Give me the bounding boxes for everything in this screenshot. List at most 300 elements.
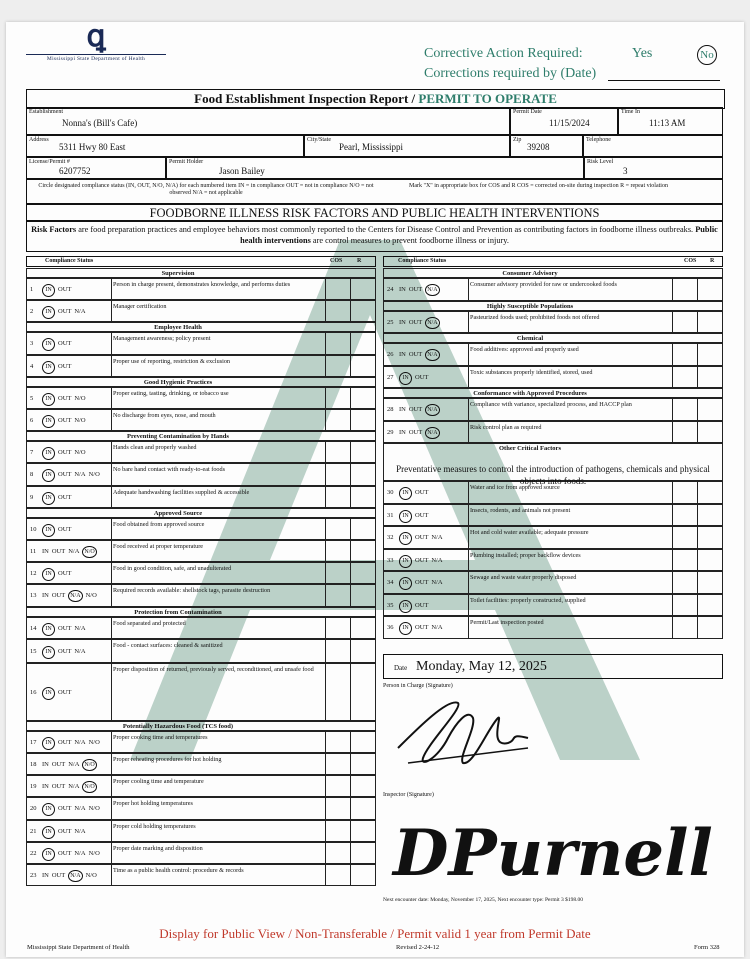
status-option-out: OUT [51,872,66,880]
col-divider [111,333,112,353]
repeat-box[interactable] [351,732,375,752]
cos-box[interactable] [325,865,351,885]
item-description: Proper cooking time and temperatures [113,733,208,741]
status-option-na: N/A [431,534,443,542]
left-item-22 [26,842,376,864]
status-option-in: IN [399,532,412,545]
compliance-status[interactable] [42,492,74,505]
left-item-20 [26,797,376,819]
left-section-header [26,377,376,387]
col-divider [111,585,112,605]
cos-box[interactable] [325,640,351,662]
left-item-3 [26,332,376,354]
repeat-box[interactable] [351,519,375,539]
status-option-out: OUT [58,417,72,425]
col-divider [111,356,112,376]
status-option-no: N/O [74,394,86,402]
item-number: 30 [387,489,394,497]
compliance-status[interactable] [399,510,431,523]
item-description: No bare hand contact with ready-to-eat foods [113,466,226,474]
department-name: Mississippi State Department of Health [26,54,166,62]
status-option-out: OUT [58,471,72,479]
item-description: Person in charge present, demonstrates knowledge, and performs duties [113,281,291,288]
col-divider [111,487,112,507]
repeat-box[interactable] [698,344,722,365]
right-item-33 [383,549,723,572]
compliance-status[interactable] [42,590,100,602]
item-number: 17 [30,738,37,746]
col-divider [468,617,469,638]
status-option-out: OUT [58,849,72,857]
left-item-21 [26,820,376,842]
col-divider [111,821,112,841]
item-number: 31 [387,511,394,519]
section-label: Other Critical Factors [499,445,561,452]
col-divider [111,843,112,863]
right-item-35 [383,594,723,617]
repeat-box[interactable] [351,487,375,507]
left-item-17 [26,731,376,753]
status-option-in: IN [42,803,55,816]
section-label: Supervision [161,270,195,277]
item-description: Proper cold holding temperatures [113,822,196,830]
repeat-box[interactable] [698,312,722,333]
risk-label: Risk Level [587,159,614,165]
repeat-box[interactable] [351,640,375,662]
status-option-no: N/O [88,849,100,857]
status-option-no: N/O [82,781,96,793]
item-description: Proper cooling time and temperature [113,778,204,786]
cos-box[interactable] [672,527,698,548]
item-number: 22 [30,849,37,857]
compliance-status[interactable] [42,447,89,460]
status-option-na: N/A [74,624,86,632]
right-item-28 [383,398,723,421]
col-divider [468,344,469,365]
col-divider [468,572,469,593]
left-section-header [26,322,376,332]
city-value: Pearl, Mississippi [339,142,404,152]
phi-bold: Public health interventions [240,225,718,245]
date-value: Monday, May 12, 2025 [416,659,547,674]
cos-box[interactable] [325,487,351,507]
repeat-box[interactable] [351,442,375,462]
compliance-status[interactable] [399,577,446,590]
item-description: Risk control plan as required [470,423,542,431]
left-item-11 [26,540,376,562]
address-cell [26,135,304,157]
status-option-in: IN [42,361,55,374]
left-header-cos: COS [330,258,343,264]
item-description: No discharge from eyes, nose, and mouth [113,412,216,419]
cos-box[interactable] [325,356,351,376]
repeat-box[interactable] [351,843,375,863]
cos-box[interactable] [325,279,351,299]
item-description: Adequate handwashing facilities supplied & accessible [113,488,250,496]
cos-box[interactable] [325,798,351,818]
cos-box[interactable] [672,595,698,616]
status-option-na: N/A [68,590,82,602]
left-item-18 [26,753,376,775]
cos-box[interactable] [325,563,351,583]
status-option-in: IN [399,351,406,359]
item-number: 21 [30,827,37,835]
section-label: Highly Susceptible Populations [486,302,574,310]
status-option-out: OUT [415,579,429,587]
left-item-2 [26,300,376,322]
compliance-status[interactable] [42,759,100,771]
cos-box[interactable] [325,541,351,561]
repeat-box[interactable] [351,776,375,796]
repeat-box[interactable] [698,572,722,593]
cos-box[interactable] [672,399,698,420]
cos-box[interactable] [325,301,351,321]
status-option-in: IN [42,592,49,600]
corrections-date-label: Corrections required by (Date) [424,66,597,81]
item-number: 28 [387,406,394,414]
cos-box[interactable] [672,550,698,571]
instructions-left: Circle designated compliance status (IN, OUT, N/O, N/A) for each numbered item IN = in compliance OUT = not in compliance N/O = not observed N/A = not applicable [38,183,374,196]
compliance-status[interactable] [42,361,74,374]
right-section-header [383,268,723,278]
status-option-in: IN [42,469,55,482]
cos-box[interactable] [672,344,698,365]
cos-box[interactable] [325,519,351,539]
left-item-4 [26,355,376,377]
item-number: 8 [30,471,34,479]
left-item-5 [26,387,376,409]
compliance-status[interactable] [42,623,89,636]
compliance-status[interactable] [399,372,431,385]
item-description: Required records available: shellstock tags, parasite destruction [113,587,271,595]
status-option-out: OUT [51,783,66,791]
time-in-cell [618,107,723,135]
cos-box[interactable] [672,422,698,443]
repeat-box[interactable] [351,301,375,321]
cos-box[interactable] [325,776,351,796]
inspector-signature-text: DPurnell [393,816,713,891]
status-option-out: OUT [58,286,72,294]
repeat-box[interactable] [698,422,722,443]
status-option-in: IN [42,623,55,636]
compliance-status[interactable] [42,415,89,428]
status-option-in: IN [42,447,55,460]
status-option-in: IN [399,600,412,613]
status-option-na: N/A [68,870,82,882]
status-option-in: IN [42,646,55,659]
cos-box[interactable] [325,388,351,408]
cos-box[interactable] [325,442,351,462]
status-option-in: IN [42,783,49,791]
status-option-na: N/A [68,761,80,769]
status-option-in: IN [399,286,406,294]
col-divider [111,442,112,462]
status-option-no: N/O [74,417,86,425]
holder-cell [166,157,584,179]
item-number: 25 [387,318,394,326]
status-option-in: IN [399,622,412,635]
status-option-out: OUT [415,511,429,519]
item-description: Proper hot holding temperatures [113,800,193,808]
item-number: 20 [30,805,37,813]
repeat-box[interactable] [351,563,375,583]
item-description: Proper eating, tasting, drinking, or tobacco use [113,389,229,397]
section-label: Preventing Contamination by Hands [127,433,229,441]
repeat-box[interactable] [351,618,375,638]
permit-date-cell [510,107,618,135]
left-section-header [26,721,376,731]
col-divider [111,541,112,561]
repeat-box[interactable] [351,664,375,720]
cos-box[interactable] [325,585,351,605]
repeat-box[interactable] [351,754,375,774]
left-header-r: R [357,258,362,264]
item-number: 32 [387,534,394,542]
col-divider [111,732,112,752]
item-description: Water and ice from approved source [470,484,560,491]
compliance-status[interactable] [399,622,446,635]
compliance-status[interactable] [399,487,431,500]
repeat-box[interactable] [351,821,375,841]
compliance-status[interactable] [399,349,443,361]
item-description: Pasteurized foods used; prohibited foods not offered [470,313,600,321]
status-option-out: OUT [415,601,429,609]
col-divider [111,618,112,638]
date-cell [383,654,723,679]
cos-box[interactable] [325,843,351,863]
item-number: 11 [30,548,37,556]
corrections-date-line[interactable] [608,80,720,81]
repeat-box[interactable] [351,541,375,561]
cos-box[interactable] [325,618,351,638]
item-number: 1 [30,286,34,294]
msdh-logo [26,22,166,82]
cos-box[interactable] [325,754,351,774]
compliance-status[interactable] [42,393,89,406]
repeat-box[interactable] [351,388,375,408]
item-description: Hands clean and properly washed [113,444,197,452]
item-number: 36 [387,624,394,632]
cos-box[interactable] [325,410,351,430]
right-section-header [383,388,723,398]
instructions-row [26,179,723,204]
right-header-r: R [710,258,715,264]
cos-box[interactable] [672,312,698,333]
compliance-status[interactable] [42,546,100,558]
cos-box[interactable] [672,367,698,388]
compliance-status[interactable] [399,284,443,296]
left-item-15 [26,639,376,663]
cos-box[interactable] [325,333,351,353]
col-divider [111,279,112,299]
col-divider [111,464,112,484]
item-description: Proper use of reporting, restriction & exclusion [113,357,231,365]
footer-form: Form 328 [694,944,720,951]
compliance-status[interactable] [42,826,89,839]
status-option-in: IN [399,428,406,436]
title-text: Food Establishment Inspection Report / [194,91,416,106]
status-option-out: OUT [415,489,429,497]
status-option-out: OUT [58,362,72,370]
cos-box[interactable] [672,572,698,593]
section-label: Good Hygienic Practices [143,378,213,386]
item-number: 24 [387,286,394,294]
item-description: Proper disposition of returned, previously served, reconditioned, and unsafe food [113,665,314,673]
left-item-16 [26,663,376,721]
compliance-status[interactable] [42,284,74,297]
status-option-in: IN [399,406,406,414]
repeat-box[interactable] [698,550,722,571]
item-description: Food in good condition, safe, and unadulterated [113,565,232,573]
city-cell [304,135,510,157]
repeat-box[interactable] [351,410,375,430]
compliance-status[interactable] [42,524,74,537]
repeat-box[interactable] [698,279,722,300]
status-option-out: OUT [58,738,72,746]
risk-factors-text [26,221,723,252]
footer-revised: Revised 2-24-12 [396,944,440,951]
repeat-box[interactable] [351,798,375,818]
compliance-status[interactable] [42,687,74,700]
col-divider [111,640,112,662]
compliance-status[interactable] [399,600,431,613]
status-option-in: IN [42,872,49,880]
compliance-status[interactable] [399,404,443,416]
risk-factors-desc: are food preparation practices and employee behaviors most commonly reported to the Centers for Disease Control and Prevention as contributing factors in foodborne illness outbreaks. [78,225,694,234]
status-option-in: IN [42,548,49,556]
compliance-status[interactable] [42,306,89,319]
item-number: 35 [387,601,394,609]
status-option-no: N/O [85,872,97,880]
status-option-in: IN [42,826,55,839]
left-col-header [26,256,376,267]
item-number: 14 [30,624,37,632]
right-col-header [383,256,723,267]
compliance-status[interactable] [42,870,100,882]
compliance-status[interactable] [42,646,89,659]
inspector-signature [388,800,713,895]
public-view-notice: Display for Public View / Non-Transferable / Permit valid 1 year from Permit Date [159,926,591,941]
corrective-no-circled[interactable]: No [697,45,717,65]
repeat-box[interactable] [698,367,722,388]
item-description: Food additives: approved and properly used [470,346,579,353]
status-option-na: N/A [425,427,439,439]
repeat-box[interactable] [351,333,375,353]
col-divider [111,410,112,430]
status-option-out: OUT [58,308,72,316]
item-number: 33 [387,556,394,564]
status-option-in: IN [399,372,412,385]
status-option-out: OUT [415,534,429,542]
repeat-box[interactable] [351,464,375,484]
status-option-na: N/A [431,624,443,632]
left-section-header [26,607,376,617]
cos-box[interactable] [325,732,351,752]
status-option-na: N/A [74,308,86,316]
instructions-right: Mark "X" in appropriate box for COS and R COS = corrected on-site during inspection R = repeat violation [409,183,668,189]
item-description: Plumbing installed; proper backflow devices [470,551,581,559]
item-description: Food - contact surfaces: cleaned & sanitized [113,641,223,649]
cos-box[interactable] [325,664,351,720]
repeat-box[interactable] [351,356,375,376]
compliance-status[interactable] [42,781,100,793]
compliance-status[interactable] [42,848,103,861]
repeat-box[interactable] [351,585,375,605]
compliance-status[interactable] [399,427,443,439]
item-description: Toxic substances properly identified, stored, used [470,368,593,376]
left-section-header [26,431,376,441]
col-divider [468,399,469,420]
cos-box[interactable] [672,505,698,526]
corrective-yes[interactable]: Yes [632,46,653,61]
status-option-out: OUT [58,394,72,402]
zip-value: 39208 [527,142,550,152]
license-cell [26,157,166,179]
status-option-na: N/A [68,548,80,556]
item-number: 18 [30,761,37,769]
status-option-in: IN [399,577,412,590]
compliance-status[interactable] [399,532,446,545]
right-item-32 [383,526,723,549]
right-item-24 [383,278,723,301]
compliance-status[interactable] [42,469,103,482]
compliance-status[interactable] [399,317,443,329]
compliance-status[interactable] [42,737,103,750]
left-item-8 [26,463,376,485]
repeat-box[interactable] [698,595,722,616]
item-description: Insects, rodents, and animals not present [470,506,571,514]
status-option-no: N/O [88,471,100,479]
right-item-25 [383,311,723,334]
status-option-in: IN [399,555,412,568]
repeat-box[interactable] [351,865,375,885]
cos-box[interactable] [325,821,351,841]
col-divider [111,776,112,796]
compliance-status[interactable] [42,568,74,581]
cos-box[interactable] [672,279,698,300]
repeat-box[interactable] [698,399,722,420]
status-option-in: IN [42,492,55,505]
cos-box[interactable] [325,464,351,484]
repeat-box[interactable] [698,527,722,548]
compliance-status[interactable] [42,803,103,816]
title-permit: PERMIT TO OPERATE [418,91,557,106]
status-option-no: N/O [74,449,86,457]
item-number: 26 [387,351,394,359]
status-option-in: IN [42,306,55,319]
phone-label: Telephone [586,137,611,143]
item-number: 34 [387,579,394,587]
cos-box[interactable] [672,617,698,638]
repeat-box[interactable] [698,505,722,526]
col-divider [111,388,112,408]
item-number: 3 [30,340,34,348]
left-item-6 [26,409,376,431]
left-item-1 [26,278,376,300]
compliance-status[interactable] [399,555,446,568]
status-option-out: OUT [408,318,423,326]
address-value: 5311 Hwy 80 East [59,142,126,152]
compliance-status[interactable] [42,338,74,351]
right-header-cos: COS [684,258,697,264]
repeat-box[interactable] [698,617,722,638]
license-value: 6207752 [59,166,91,176]
status-option-out: OUT [58,624,72,632]
item-number: 29 [387,428,394,436]
status-option-out: OUT [415,624,429,632]
section-label: Consumer Advisory [502,270,558,277]
repeat-box[interactable] [351,279,375,299]
